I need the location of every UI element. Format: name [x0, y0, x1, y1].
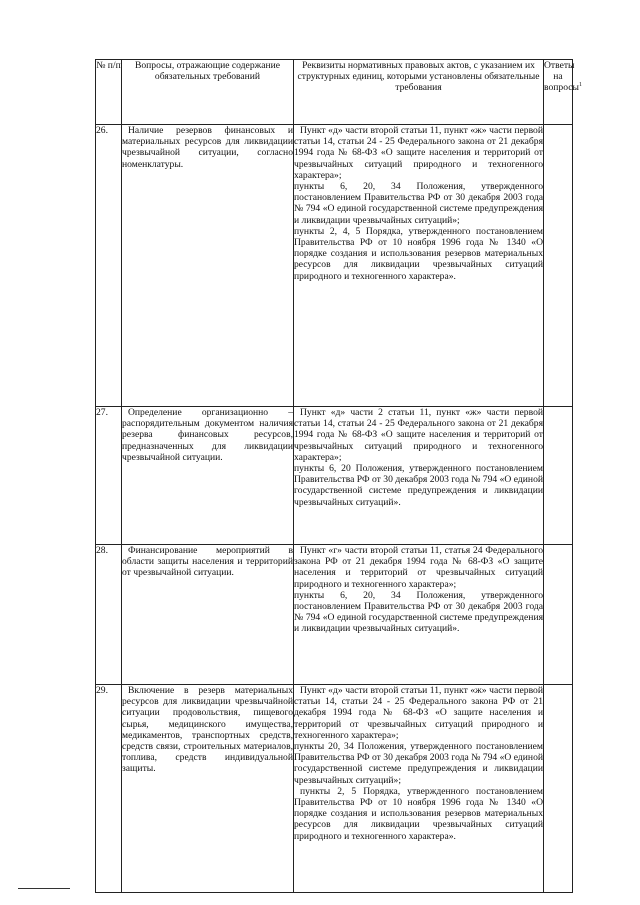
requisite-item: Пункт «д» части второй статьи 11, пункт «ж» части первой статьи 14, статьи 24 - 25 Федерального закона от 21 декабря 1994 года № 68-ФЗ «О защите населения и территорий от чрезвычайных ситуаций природного и техногенного характера»;: [294, 125, 543, 181]
footnote-separator: [18, 888, 70, 889]
table-row: [96, 545, 573, 685]
question-text: Определение организационно – распорядительным документом наличия резерва финансовых ресурсов, предназначенных для ликвидации чрезвычайной ситуации.: [122, 407, 294, 545]
requisite-item: пункты 2, 4, 5 Порядка, утвержденного постановлением Правительства РФ от 10 ноября 1996 года № 1340 «О порядке создания и использования резервов материальных ресурсов для ликвидации чрезвычайных ситуаций природного и техногенного характера».: [294, 225, 543, 282]
requirements-table: [95, 59, 582, 893]
header-answers-label: Ответы на вопросы: [544, 60, 579, 94]
requisite-item: пункты 6, 20, 34 Положения, утвержденного постановлением Правительства РФ от 30 декабря 2003 года № 794 «О единой государственной системе предупреждения и ликвидации чрезвычайных ситуаций».: [294, 589, 543, 635]
requisites-cell: [294, 685, 544, 893]
requisite-item: Пункт «д» части второй статьи 11, пункт «ж» части первой статьи 14, статьи 24 - 25 Федерального закона РФ от 21 декабря 1994 года № 68-ФЗ «О защите населения и территорий от чрезвычайных ситуаций природного и техногенного характера»;: [294, 685, 543, 741]
requisite-item: пункты 2, 5 Порядка, утвержденного постановлением Правительства РФ от 10 ноября 1996 года № 1340 «О порядке создания и использования резервов материальных ресурсов для ликвидации чрезвычайных ситуаций природного и техногенного характера».: [294, 785, 543, 842]
row-number: 28.: [96, 545, 122, 685]
answer-cell[interactable]: [544, 125, 573, 407]
header-num: № п/п: [96, 60, 122, 125]
question-text: Включение в резерв материальных ресурсов для ликвидации чрезвычайной ситуации продовольствия, пищевого сырья, медицинского имущества, медикаментов, транспортных средств, средств связи, строительных материалов, топлива, средств индивидуальной защиты.: [122, 685, 294, 893]
header-questions: Вопросы, отражающие содержание обязательных требований: [122, 60, 294, 125]
table-header-row: [96, 60, 573, 125]
requisite-item: Пункт «д» части 2 статьи 11, пункт «ж» части первой статьи 14, статьи 24 - 25 Федерального закона от 21 декабря 1994 года № 68-ФЗ «О защите населения и территорий от чрезвычайных ситуаций природного и техногенного характера»;: [294, 407, 543, 463]
requisites-cell: [294, 545, 544, 685]
requisite-item: пункты 20, 34 Положения, утвержденного постановлением Правительства РФ от 30 декабря 2003 года № 794 «О единой государственной системе предупреждения и ликвидации чрезвычайных ситуаций»;: [294, 741, 543, 786]
requisites-cell: [294, 407, 544, 545]
footnote-marker: 1: [578, 82, 582, 89]
row-number: 29.: [96, 685, 122, 893]
table-row: [96, 685, 573, 893]
answer-cell[interactable]: [544, 685, 573, 893]
header-answers: [544, 60, 582, 125]
requisites-cell: [294, 125, 544, 407]
row-number: 27.: [96, 407, 122, 545]
question-text: Наличие резервов финансовых и материальных ресурсов для ликвидации чрезвычайной ситуации, согласно номенклатуры.: [122, 125, 294, 407]
table-row: [96, 407, 573, 545]
table-row: [96, 125, 573, 407]
answer-cell[interactable]: [544, 545, 573, 685]
question-text: Финансирование мероприятий в области защиты населения и территорий от чрезвычайной ситуации.: [122, 545, 294, 685]
answer-cell[interactable]: [544, 407, 573, 545]
row-number: 26.: [96, 125, 122, 407]
requisite-item: пункты 6, 20 Положения, утвержденного постановлением Правительства РФ от 30 декабря 2003 года № 794 «О единой государственной системе предупреждения и ликвидации чрезвычайных ситуаций».: [294, 463, 543, 508]
requisite-item: пункты 6, 20, 34 Положения, утвержденного постановлением Правительства РФ от 30 декабря 2003 года № 794 «О единой государственной системе предупреждения и ликвидации чрезвычайных ситуаций»;: [294, 181, 543, 226]
requisite-item: Пункт «г» части второй статьи 11, статья 24 Федерального закона РФ от 21 декабря 1994 года № 68-ФЗ «О защите населения и территорий от чрезвычайных ситуаций природного и техногенного характера»;: [294, 545, 543, 590]
header-requisites: Реквизиты нормативных правовых актов, с указанием их структурных единиц, которыми установлены обязательные требования: [294, 60, 544, 125]
